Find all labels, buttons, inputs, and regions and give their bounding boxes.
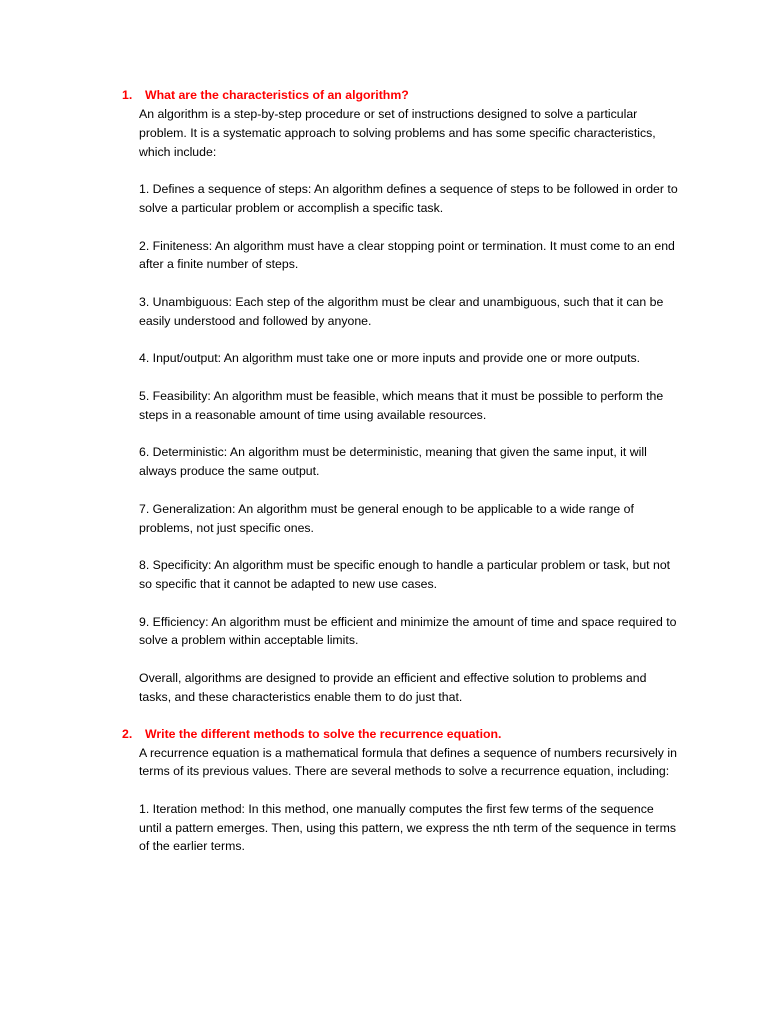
- question-1-heading: [122, 86, 682, 105]
- characteristic-item: 9. Efficiency: An algorithm must be efficient and minimize the amount of time and space required to solve a problem within acceptable limits.: [139, 614, 677, 648]
- characteristic-item: 8. Specificity: An algorithm must be specific enough to handle a particular problem or task, but not so specific that it cannot be adapted to new use cases.: [139, 558, 671, 591]
- characteristic-item: 4. Input/output: An algorithm must take one or more inputs and provide one or more outputs.: [139, 351, 641, 366]
- characteristic-item: 3. Unambiguous: Each step of the algorithm must be clear and unambiguous, such that it can be easily understood and followed by anyone.: [139, 294, 664, 328]
- method-item: 1. Iteration method: In this method, one manually computes the first few terms of the sequence until a pattern emerges. Then, using this pattern, we express the nth term of the sequence in terms of the earlier terms.: [139, 801, 677, 854]
- question-2-number: 2.: [122, 726, 133, 741]
- characteristic-item: 6. Deterministic: An algorithm must be deterministic, meaning that given the same input, it will always produce the same output.: [139, 445, 647, 479]
- question-2-intro: A recurrence equation is a mathematical formula that defines a sequence of numbers recursively in terms of its previous values. There are several methods to solve a recurrence equation, including:: [139, 745, 677, 779]
- question-1-number: 1.: [122, 88, 133, 102]
- characteristic-item: 7. Generalization: An algorithm must be general enough to be applicable to a wide range of problems, not just specific ones.: [139, 501, 634, 535]
- question-1-title: What are the characteristics of an algorithm?: [145, 88, 409, 102]
- characteristic-item: 1. Defines a sequence of steps: An algorithm defines a sequence of steps to be followed in order to solve a particular problem or accomplish a specific task.: [139, 182, 678, 215]
- question-1-intro: An algorithm is a step-by-step procedure or set of instructions designed to solve a particular problem. It is a systematic approach to solving problems and has some specific characteristics, which include:: [139, 107, 656, 159]
- question-1-conclusion: Overall, algorithms are designed to provide an efficient and effective solution to problems and tasks, and these characteristics enable them to do just that.: [139, 670, 647, 704]
- characteristic-item: 2. Finiteness: An algorithm must have a clear stopping point or termination. It must come to an end after a finite number of steps.: [139, 238, 675, 272]
- characteristic-item: 5. Feasibility: An algorithm must be feasible, which means that it must be possible to perform the steps in a reasonable amount of time using available resources.: [139, 388, 664, 422]
- document-content: [0, 86, 768, 856]
- question-2-heading: [122, 725, 682, 744]
- question-2-title: Write the different methods to solve the recurrence equation.: [145, 726, 502, 741]
